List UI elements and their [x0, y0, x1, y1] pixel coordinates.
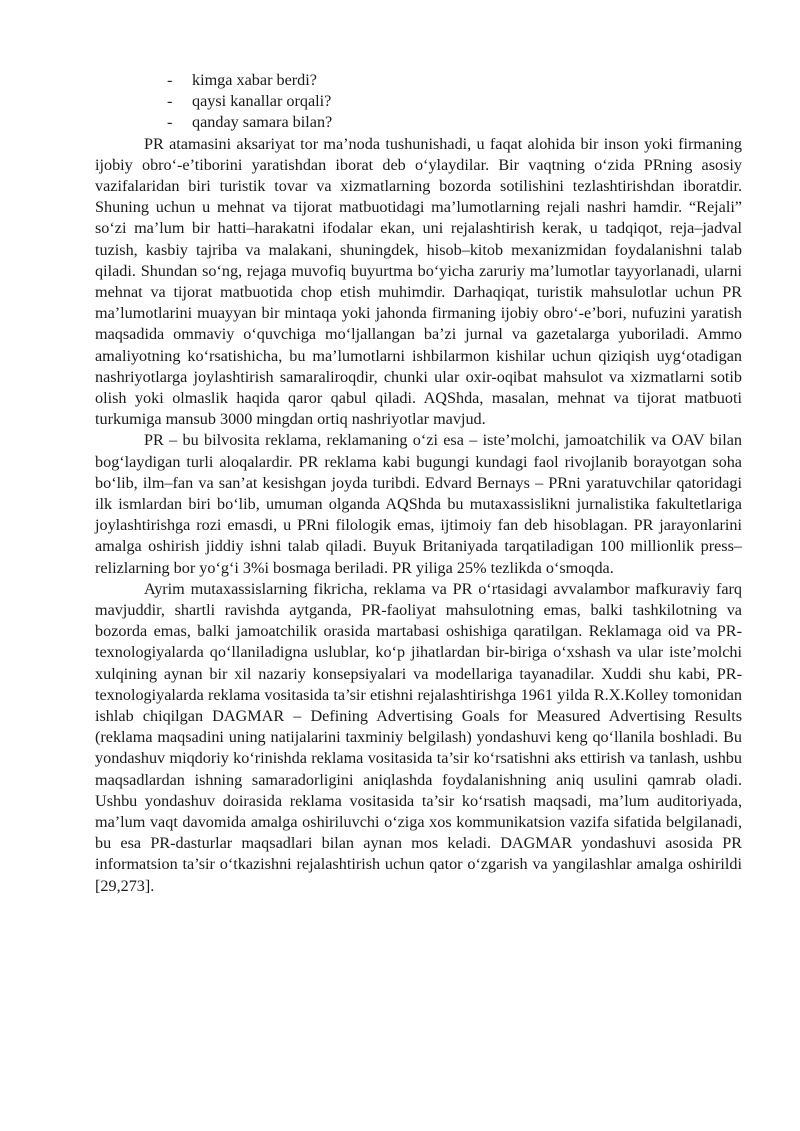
paragraph-dagmar: Ayrim mutaxassislarning fikricha, reklama va PR o‘rtasidagi avvalambor mafkuraviy farq mavjuddir, shartli ravishda aytganda, PR-faoliyat mahsulotning emas, balki tashkilotning va bozorda emas, balki jamoatchilik orasida martabasi oshishiga qaratilgan. Reklamaga oid va PR-texnologiyalarda qo‘llaniladigna uslublar, ko‘p jihatlardan bir-biriga o‘xshash va ular iste’molchi xulqining aynan bir xil nazariy konsepsiyalari va modellariga tayanadilar. Xuddi shu kabi, PR-texnologiyalarda reklama vositasida ta’sir etishni rejalashtirishga 1961 yilda R.X.Kolley tomonidan ishlab chiqilgan DAGMAR – Defining Advertising Goals for Measured Advertising Results (reklama maqsadini uning natijalarini taxminiy belgilash) yondashuvi keng qo‘llanila boshladi. Bu yondashuv miqdoriy ko‘rinishda reklama vositasida ta’sir ko‘rsatishni aks ettirish va tanlash, ushbu maqsadlardan ishning samaradorligini aniqlashda foydalanishning aniq usulini qamrab oladi. Ushbu yondashuv doirasida reklama vositasida ta’sir ko‘rsatish maqsadi, ma’lum auditoriyada, ma’lum vaqt davomida amalga oshiriluvchi o‘ziga xos kommunikatsion vazifa sifatida belgilanadi, bu esa PR-dasturlar maqsadlari bilan aynan mos keladi. DAGMAR yondashuvi asosida PR informatsion ta’sir o‘tkazishni rejalashtirish uchun qator o‘zgarish va yangilashlar amalga oshirildi [29,273]. — [95, 579, 742, 895]
list-item-text: qanday samara bilan? — [192, 113, 333, 132]
dash-marker: - — [167, 71, 173, 89]
document-page — [95, 70, 742, 897]
list-item — [95, 112, 742, 133]
dash-marker: - — [167, 92, 173, 111]
list-item-text: kimga xabar berdi? — [192, 71, 317, 89]
paragraph-pr-definition: PR atamasini aksariyat tor ma’noda tushunishadi, u faqat alohida bir inson yoki firmaning ijobiy obro‘-e’tiborini yaratishdan iborat deb o‘ylaydilar. Bir vaqtning o‘zida PRning asosiy vazifalaridan biri turistik tovar va xizmatlarning bozorda sotilishini tezlashtirishdan iboratdir. Shuning uchun u mehnat va tijorat matbuotidagi ma’lumotlarning rejali nashri hamdir. “Rejali” so‘zi ma’lum bir hatti–harakatni ifodalar ekan, uni rejalashtirish kerak, u tadqiqot, reja–jadval tuzish, kasbiy tajriba va malakani, shuningdek, hisob–kitob mexanizmidan foydalanishni talab qiladi. Shundan so‘ng, rejaga muvofiq buyurtma bo‘yicha zaruriy ma’lumotlar tayyorlanadi, ularni mehnat va tijorat matbuotida chop etish muhimdir. Darhaqiqat, turistik mahsulotlar uchun PR ma’lumotlarini muayyan bir mintaqa yoki jahonda firmaning ijobiy obro‘-e’bori, nufuzini yaratish maqsadida ommaviy o‘quvchiga mo‘ljallangan ba’zi jurnal va gazetalarga yuboriladi. Ammo amaliyotning ko‘rsatishicha, bu ma’lumotlarni ishbilarmon kishilar uchun qiziqish uyg‘otadigan nashriyotlarga joylashtirish samaraliroqdir, chunki ular oxir-oqibat mahsulot va xizmatlarni sotib olish yoki olmaslik haqida qaror qabul qiladi. AQShda, masalan, mehnat va tijorat matbuoti turkumiga mansub 3000 mingdan ortiq nashriyotlar mavjud. — [95, 134, 742, 429]
dash-marker: - — [167, 113, 173, 132]
list-item-text: qaysi kanallar orqali? — [192, 92, 332, 111]
paragraph-pr-indirect-advertising: PR – bu bilvosita reklama, reklamaning o‘zi esa – iste’molchi, jamoatchilik va OAV bilan bog‘laydigan turli aloqalardir. PR reklama kabi bugungi kundagi faol rivojlanib borayotgan soha bo‘lib, ilm–fan va san’at kesishgan joyda turibdi. Edvard Bernays – PRni yaratuvchilar qatoridagi ilk ismlardan biri bo‘lib, umuman olganda AQShda bu mutaxassislikni jurnalistika fakultetlariga joylashtirishga rozi emasdi, u PRni filologik emas, ijtimoiy fan deb hisoblagan. PR jarayonlarini amalga oshirish jiddiy ishni talab qiladi. Buyuk Britaniyada tarqatiladigan 100 millionlik press–relizlarning bor yo‘g‘i 3%i bosmaga beriladi. PR yiliga 25% tezlikda o‘smoqda. — [95, 431, 742, 577]
list-item — [95, 70, 742, 91]
list-item — [95, 91, 742, 112]
question-list — [95, 70, 742, 134]
